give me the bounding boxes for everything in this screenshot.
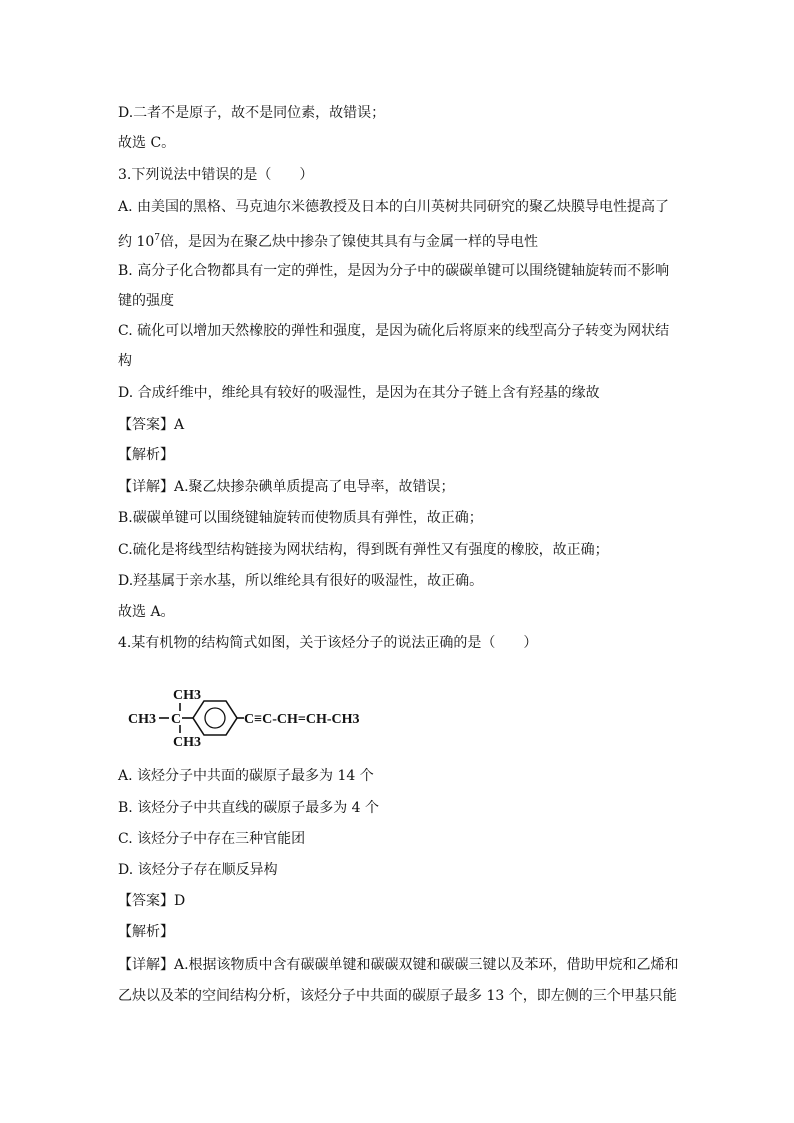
detail-line: C.硫化是将线型结构链接为网状结构，得到既有弹性又有强度的橡胶，故正确； [118,542,609,558]
option-b-line1: B. 高分子化合物都具有一定的弹性，是因为分子中的碳碳单键可以围绕键轴旋转而不影响 [118,263,670,279]
option-a: A. 该烃分子中共面的碳原子最多为 14 个 [118,768,374,784]
question-3: 3.下列说法中错误的是（ ） [118,167,314,183]
detail-line: 乙炔以及苯的空间结构分析，该烃分子中共面的碳原子最多 13 个，即左侧的三个甲基只能 [118,988,677,1004]
question-4: 4.某有机物的结构简式如图，关于该烃分子的说法正确的是（ ） [118,635,538,651]
methyl-bottom: CH3 [173,735,201,750]
selection: 故选 A。 [118,604,175,620]
detail-line: 【详解】A.根据该物质中含有碳碳单键和碳碳双键和碳碳三键以及苯环，借助甲烷和乙烯和 [118,957,679,973]
methyl-left: CH3 [128,712,156,727]
option-b: B. 该烃分子中共直线的碳原子最多为 4 个 [118,800,379,816]
option-c-line2: 构 [118,353,132,369]
option-c-line1: C. 硫化可以增加天然橡胶的弹性和强度，是因为硫化后将原来的线型高分子转变为网状结 [118,323,670,339]
option-b-line2: 键的强度 [118,293,174,309]
text-line: D.二者不是原子，故不是同位素，故错误； [118,105,386,121]
option-d: D. 合成纤维中，维纶具有较好的吸湿性，是因为在其分子链上含有羟基的缘故 [118,385,600,401]
answer-label: 【答案】A [118,417,185,433]
analysis-label: 【解析】 [118,447,174,463]
answer-label: 【答案】D [118,893,186,909]
analysis-label: 【解析】 [118,924,174,940]
benzene-ring [193,701,237,735]
side-chain: C≡C-CH=CH-CH3 [244,712,360,727]
text-line: 故选 C。 [118,135,176,151]
option-a-line1: A. 由美国的黑格、马克迪尔米德教授及日本的白川英树共同研究的聚乙炔膜导电性提高了 [118,199,670,215]
quaternary-carbon: C [171,712,182,727]
methyl-top: CH3 [173,688,201,703]
option-a-line2: 约 $10^7$倍，是因为在聚乙炔中掺杂了镍使其具有与金属一样的导电性 [118,233,538,250]
detail-line: 【详解】A.聚乙炔掺杂碘单质提高了电导率，故错误； [118,479,455,495]
detail-line: B.碳碳单键可以围绕键轴旋转而使物质具有弹性，故正确； [118,510,483,526]
superscript: 7 [154,233,160,243]
structural-formula [126,682,406,750]
detail-line: D.羟基属于亲水基，所以维纶具有很好的吸湿性，故正确。 [118,573,484,589]
option-d: D. 该烃分子存在顺反异构 [118,862,278,878]
option-c: C. 该烃分子中存在三种官能团 [118,831,306,847]
